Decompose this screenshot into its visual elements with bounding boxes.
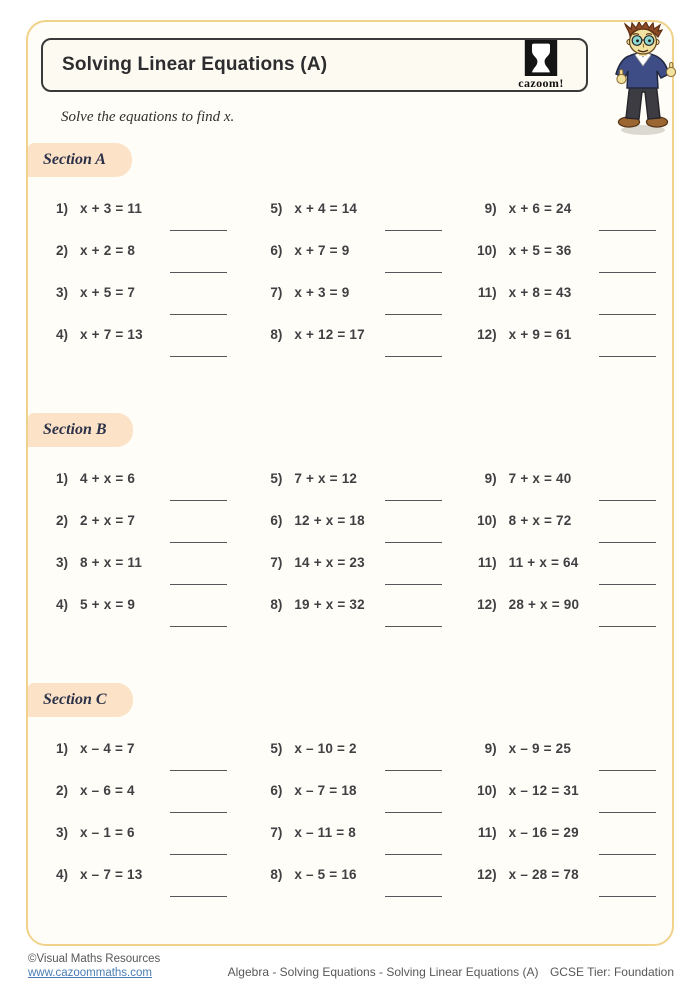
problem-number: 7)	[270, 555, 283, 570]
answer-line[interactable]	[599, 314, 656, 315]
answer-line[interactable]	[170, 230, 227, 231]
problem-row	[470, 327, 658, 349]
problem-number: 7)	[270, 285, 283, 300]
problem-equation: 2 + x = 7	[80, 513, 136, 528]
problem-number: 10)	[477, 243, 497, 258]
problem-row	[470, 867, 658, 889]
problem-equation: x + 8 = 43	[508, 285, 572, 300]
problem-equation: 28 + x = 90	[508, 597, 580, 612]
problem-equation: x + 2 = 8	[80, 243, 136, 258]
problem-equation: x + 3 = 11	[80, 201, 143, 216]
problem-number: 8)	[270, 867, 283, 882]
problem-number: 12)	[477, 867, 497, 882]
copyright-text: ©Visual Maths Resources	[28, 953, 161, 965]
answer-line[interactable]	[599, 626, 656, 627]
problem-row	[255, 597, 443, 619]
answer-line[interactable]	[385, 542, 442, 543]
footer-breadcrumb: Algebra - Solving Equations - Solving Linear Equations (A)	[227, 965, 539, 979]
problem-equation: 19 + x = 32	[294, 597, 365, 612]
problem-equation: 4 + x = 6	[80, 471, 136, 486]
section-label: Section B	[28, 413, 133, 447]
section-b	[28, 413, 672, 619]
answer-line[interactable]	[599, 230, 656, 231]
footer-left	[28, 952, 228, 980]
section-c	[28, 683, 672, 889]
problem-grid	[41, 201, 658, 349]
answer-line[interactable]	[599, 584, 656, 585]
cazoom-logo	[504, 40, 578, 91]
problem-number: 6)	[270, 243, 283, 258]
problem-number: 1)	[55, 741, 68, 756]
problem-row	[255, 201, 443, 223]
problem-equation: 7 + x = 40	[508, 471, 572, 486]
problem-number: 2)	[55, 243, 68, 258]
problem-row	[470, 555, 658, 577]
problem-row	[41, 825, 229, 847]
answer-line[interactable]	[170, 584, 227, 585]
problem-number: 9)	[484, 471, 497, 486]
problem-number: 11)	[477, 825, 497, 840]
problem-number: 4)	[55, 327, 68, 342]
answer-line[interactable]	[385, 584, 442, 585]
problem-row	[41, 597, 229, 619]
problem-number: 6)	[270, 783, 283, 798]
answer-line[interactable]	[599, 896, 656, 897]
problem-equation: x – 11 = 8	[294, 825, 357, 840]
problem-equation: x – 9 = 25	[508, 741, 572, 756]
problem-equation: 8 + x = 72	[508, 513, 572, 528]
problem-row	[255, 327, 443, 349]
section-a	[28, 143, 672, 349]
answer-line[interactable]	[170, 770, 227, 771]
problem-number: 2)	[55, 513, 68, 528]
mascot-illustration	[599, 22, 687, 136]
answer-line[interactable]	[170, 272, 227, 273]
problem-number: 11)	[477, 285, 497, 300]
problem-number: 12)	[477, 327, 497, 342]
problem-equation: x + 7 = 13	[80, 327, 143, 342]
problem-number: 5)	[270, 471, 283, 486]
answer-line[interactable]	[599, 356, 656, 357]
problem-number: 3)	[55, 285, 68, 300]
problem-equation: 8 + x = 11	[80, 555, 143, 570]
answer-line[interactable]	[599, 812, 656, 813]
section-label: Section A	[28, 143, 132, 177]
footer-tier-label: GCSE Tier: Foundation	[549, 965, 674, 979]
problem-number: 5)	[270, 741, 283, 756]
cazoom-goblet-icon	[524, 40, 558, 76]
problem-row	[255, 555, 443, 577]
answer-line[interactable]	[170, 356, 227, 357]
answer-line[interactable]	[599, 770, 656, 771]
problem-row	[41, 285, 229, 307]
instruction-text: Solve the equations to find x.	[61, 109, 235, 125]
problem-number: 5)	[270, 201, 283, 216]
problem-row	[41, 741, 229, 763]
answer-line[interactable]	[385, 896, 442, 897]
answer-line[interactable]	[385, 812, 442, 813]
problem-row	[470, 825, 658, 847]
problem-equation: x – 7 = 18	[294, 783, 357, 798]
problem-equation: x + 5 = 36	[508, 243, 572, 258]
problem-row	[41, 783, 229, 805]
problem-row	[41, 471, 229, 493]
answer-line[interactable]	[599, 500, 656, 501]
answer-line[interactable]	[170, 896, 227, 897]
problem-equation: x – 28 = 78	[508, 867, 579, 882]
answer-line[interactable]	[385, 500, 442, 501]
section-label: Section C	[28, 683, 133, 717]
problem-row	[470, 741, 658, 763]
problem-number: 7)	[270, 825, 283, 840]
answer-line[interactable]	[385, 626, 442, 627]
problem-equation: 14 + x = 23	[294, 555, 365, 570]
problem-row	[41, 555, 229, 577]
problem-row	[41, 513, 229, 535]
problem-number: 3)	[55, 825, 68, 840]
answer-line[interactable]	[599, 854, 656, 855]
problem-equation: x – 16 = 29	[508, 825, 579, 840]
problem-row	[470, 513, 658, 535]
page-title: Solving Linear Equations (A)	[62, 54, 328, 75]
footer	[28, 952, 674, 980]
answer-line[interactable]	[385, 356, 442, 357]
answer-line[interactable]	[170, 500, 227, 501]
answer-line[interactable]	[170, 542, 227, 543]
problem-number: 9)	[484, 201, 497, 216]
problem-row	[255, 243, 443, 265]
problem-number: 4)	[55, 597, 68, 612]
problem-number: 1)	[55, 471, 68, 486]
problem-row	[255, 513, 443, 535]
worksheet-page	[26, 20, 674, 946]
problem-row	[470, 597, 658, 619]
problem-equation: 11 + x = 64	[508, 555, 579, 570]
problem-equation: x + 6 = 24	[508, 201, 572, 216]
problem-row	[470, 201, 658, 223]
sections-container	[28, 143, 672, 889]
answer-line[interactable]	[599, 272, 656, 273]
problem-equation: x + 3 = 9	[294, 285, 350, 300]
problem-row	[470, 471, 658, 493]
problem-equation: x + 7 = 9	[294, 243, 350, 258]
problem-number: 11)	[477, 555, 497, 570]
problem-row	[41, 201, 229, 223]
problem-equation: x – 4 = 7	[80, 741, 135, 756]
problem-grid	[41, 471, 658, 619]
problem-grid	[41, 741, 658, 889]
problem-equation: x – 5 = 16	[294, 867, 357, 882]
problem-number: 8)	[270, 327, 283, 342]
problem-number: 8)	[270, 597, 283, 612]
problem-number: 2)	[55, 783, 68, 798]
problem-equation: x – 6 = 4	[80, 783, 135, 798]
website-link[interactable]: www.cazoommaths.com	[28, 967, 152, 979]
problem-number: 10)	[477, 783, 497, 798]
problem-row	[470, 285, 658, 307]
answer-line[interactable]	[385, 314, 442, 315]
problem-number: 3)	[55, 555, 68, 570]
problem-equation: x – 12 = 31	[508, 783, 579, 798]
cazoom-logo-text: cazoom!	[518, 75, 564, 90]
problem-row	[470, 783, 658, 805]
problem-row	[41, 327, 229, 349]
answer-line[interactable]	[385, 854, 442, 855]
problem-equation: x – 10 = 2	[294, 741, 357, 756]
problem-row	[255, 825, 443, 847]
problem-row	[255, 783, 443, 805]
problem-row	[470, 243, 658, 265]
answer-line[interactable]	[170, 626, 227, 627]
answer-line[interactable]	[599, 542, 656, 543]
problem-equation: x + 9 = 61	[508, 327, 572, 342]
problem-number: 12)	[477, 597, 497, 612]
problem-row	[255, 285, 443, 307]
problem-number: 9)	[484, 741, 497, 756]
problem-number: 1)	[55, 201, 68, 216]
problem-row	[41, 243, 229, 265]
problem-equation: x + 4 = 14	[294, 201, 358, 216]
answer-line[interactable]	[385, 770, 442, 771]
problem-row	[255, 741, 443, 763]
problem-equation: 5 + x = 9	[80, 597, 136, 612]
problem-equation: x + 5 = 7	[80, 285, 136, 300]
answer-line[interactable]	[170, 314, 227, 315]
title-box	[41, 38, 588, 92]
problem-row	[255, 867, 443, 889]
problem-number: 10)	[477, 513, 497, 528]
problem-equation: 7 + x = 12	[294, 471, 358, 486]
answer-line[interactable]	[385, 230, 442, 231]
problem-equation: x – 7 = 13	[80, 867, 143, 882]
problem-equation: 12 + x = 18	[294, 513, 365, 528]
problem-number: 4)	[55, 867, 68, 882]
answer-line[interactable]	[170, 854, 227, 855]
problem-row	[255, 471, 443, 493]
problem-equation: x + 12 = 17	[294, 327, 365, 342]
answer-line[interactable]	[170, 812, 227, 813]
problem-equation: x – 1 = 6	[80, 825, 135, 840]
problem-row	[41, 867, 229, 889]
problem-number: 6)	[270, 513, 283, 528]
answer-line[interactable]	[385, 272, 442, 273]
